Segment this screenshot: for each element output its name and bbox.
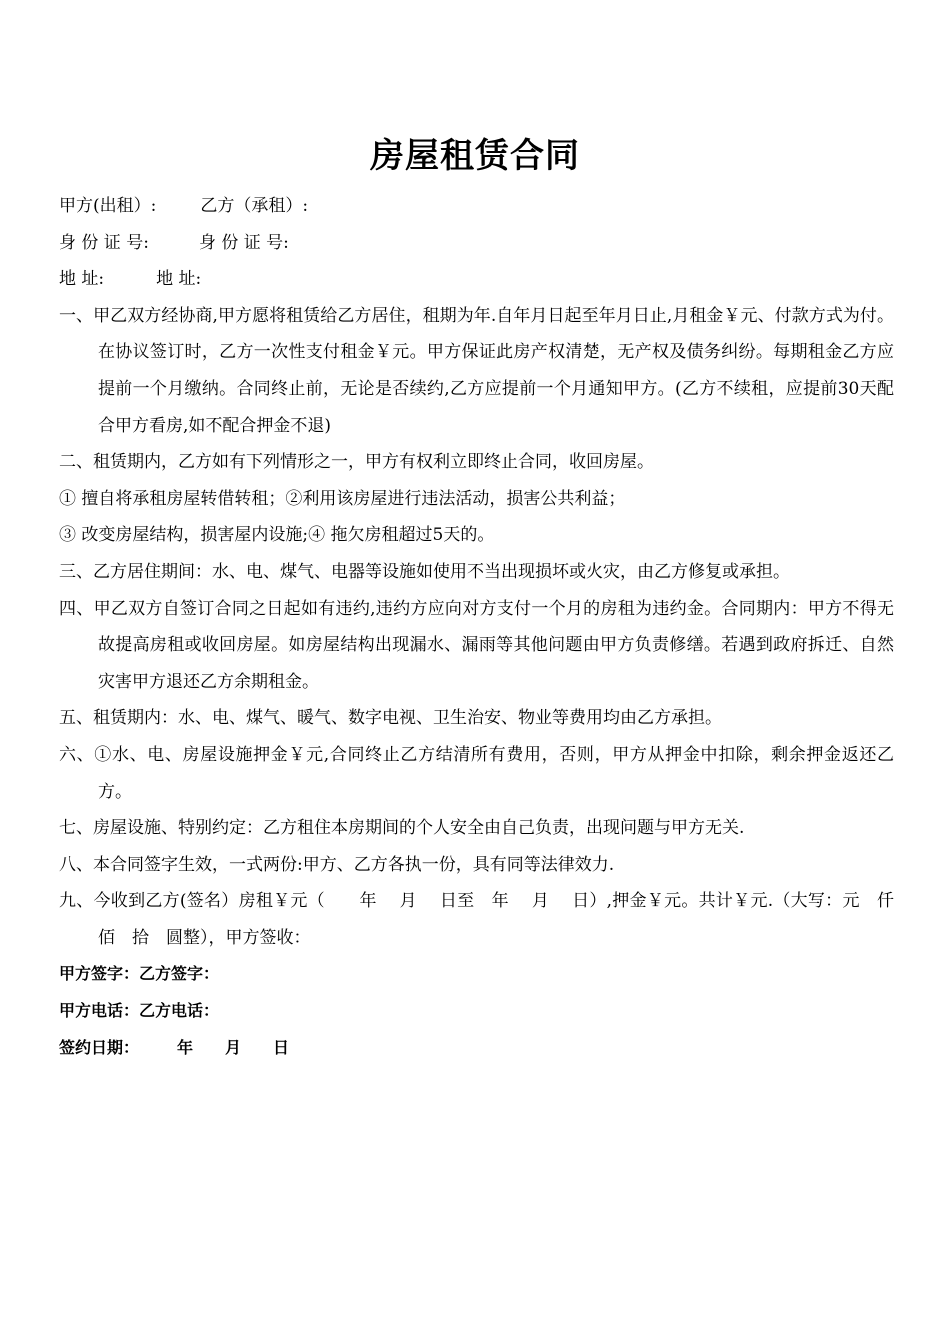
phone-line: 甲方电话：乙方电话： (59, 1001, 220, 1021)
clause-6: 六、①水、电、房屋设施押金￥元,合同终止乙方结清所有费用，否则，甲方从押金中扣除，剩余押金返还乙方。 (59, 744, 894, 802)
clause-3: 三、乙方居住期间：水、电、煤气、电器等设施如使用不当出现损坏或火灾，由乙方修复或承担。 (59, 561, 790, 582)
signature-line: 甲方签字：乙方签字： (59, 964, 220, 984)
document-title: 房屋租赁合同 (370, 136, 580, 176)
date-label: 签约日期： (59, 1037, 140, 1057)
clause-2-items-2: ③ 改变房屋结构，损害屋内设施;④ 拖欠房租超过5天的。 (59, 525, 495, 546)
clause-8: 八、本合同签字生效，一式两份:甲方、乙方各执一份，具有同等法律效力. (59, 854, 615, 875)
date-fields: 年 月 日 (177, 1037, 290, 1057)
clause-7: 七、房屋设施、特别约定：乙方租住本房期间的个人安全由自己负责，出现问题与甲方无关. (59, 818, 745, 839)
clause-5: 五、租赁期内：水、电、煤气、暖气、数字电视、卫生治安、物业等费用均由乙方承担。 (59, 708, 722, 729)
party-b-address-label: 地 址: (156, 269, 202, 290)
id-line (59, 225, 894, 262)
clause-9: 九、今收到乙方(签名）房租￥元（ 年 月 日至 年 月 日）,押金￥元。共计￥元.（大写：元 仟 佰 拾 圆整），甲方签收： (59, 891, 911, 948)
clause-2: 二、租赁期内，乙方如有下列情形之一，甲方有权利立即终止合同，收回房屋。 (59, 452, 654, 473)
party-a-address-label: 地 址: (59, 269, 105, 290)
contract-body (59, 188, 911, 1066)
clause-2-items-1: ① 擅自将承租房屋转借转租；②利用该房屋进行违法活动，损害公共利益； (59, 488, 626, 509)
party-b-label: 乙方（承租）: (200, 196, 309, 216)
party-b-id-label: 身 份 证 号: (198, 232, 289, 253)
parties-line (59, 188, 894, 225)
clause-4: 四、甲乙双方自签订合同之日起如有违约,违约方应向对方支付一个月的房租为违约金。合同期内：甲方不得无故提高房租或收回房屋。如房屋结构出现漏水、漏雨等其他问题由甲方负责修缮。若遇到政府拆迁、自然灾害甲方退还乙方余期租金。 (59, 598, 894, 692)
party-a-id-label: 身 份 证 号: (59, 232, 149, 253)
address-line (59, 261, 894, 298)
date-line (59, 1030, 894, 1067)
party-a-label: 甲方(出租）: (59, 196, 157, 216)
clause-1: 一、甲乙双方经协商,甲方愿将租赁给乙方居住，租期为年.自年月日起至年月日止,月租金￥元、付款方式为付。在协议签订时，乙方一次性支付租金￥元。甲方保证此房产权清楚，无产权及债务纠纷。每期租金乙方应提前一个月缴纳。合同终止前，无论是否续约,乙方应提前一个月通知甲方。(乙方不续租，应提前30天配合甲方看房,如不配合押金不退) (59, 305, 894, 436)
